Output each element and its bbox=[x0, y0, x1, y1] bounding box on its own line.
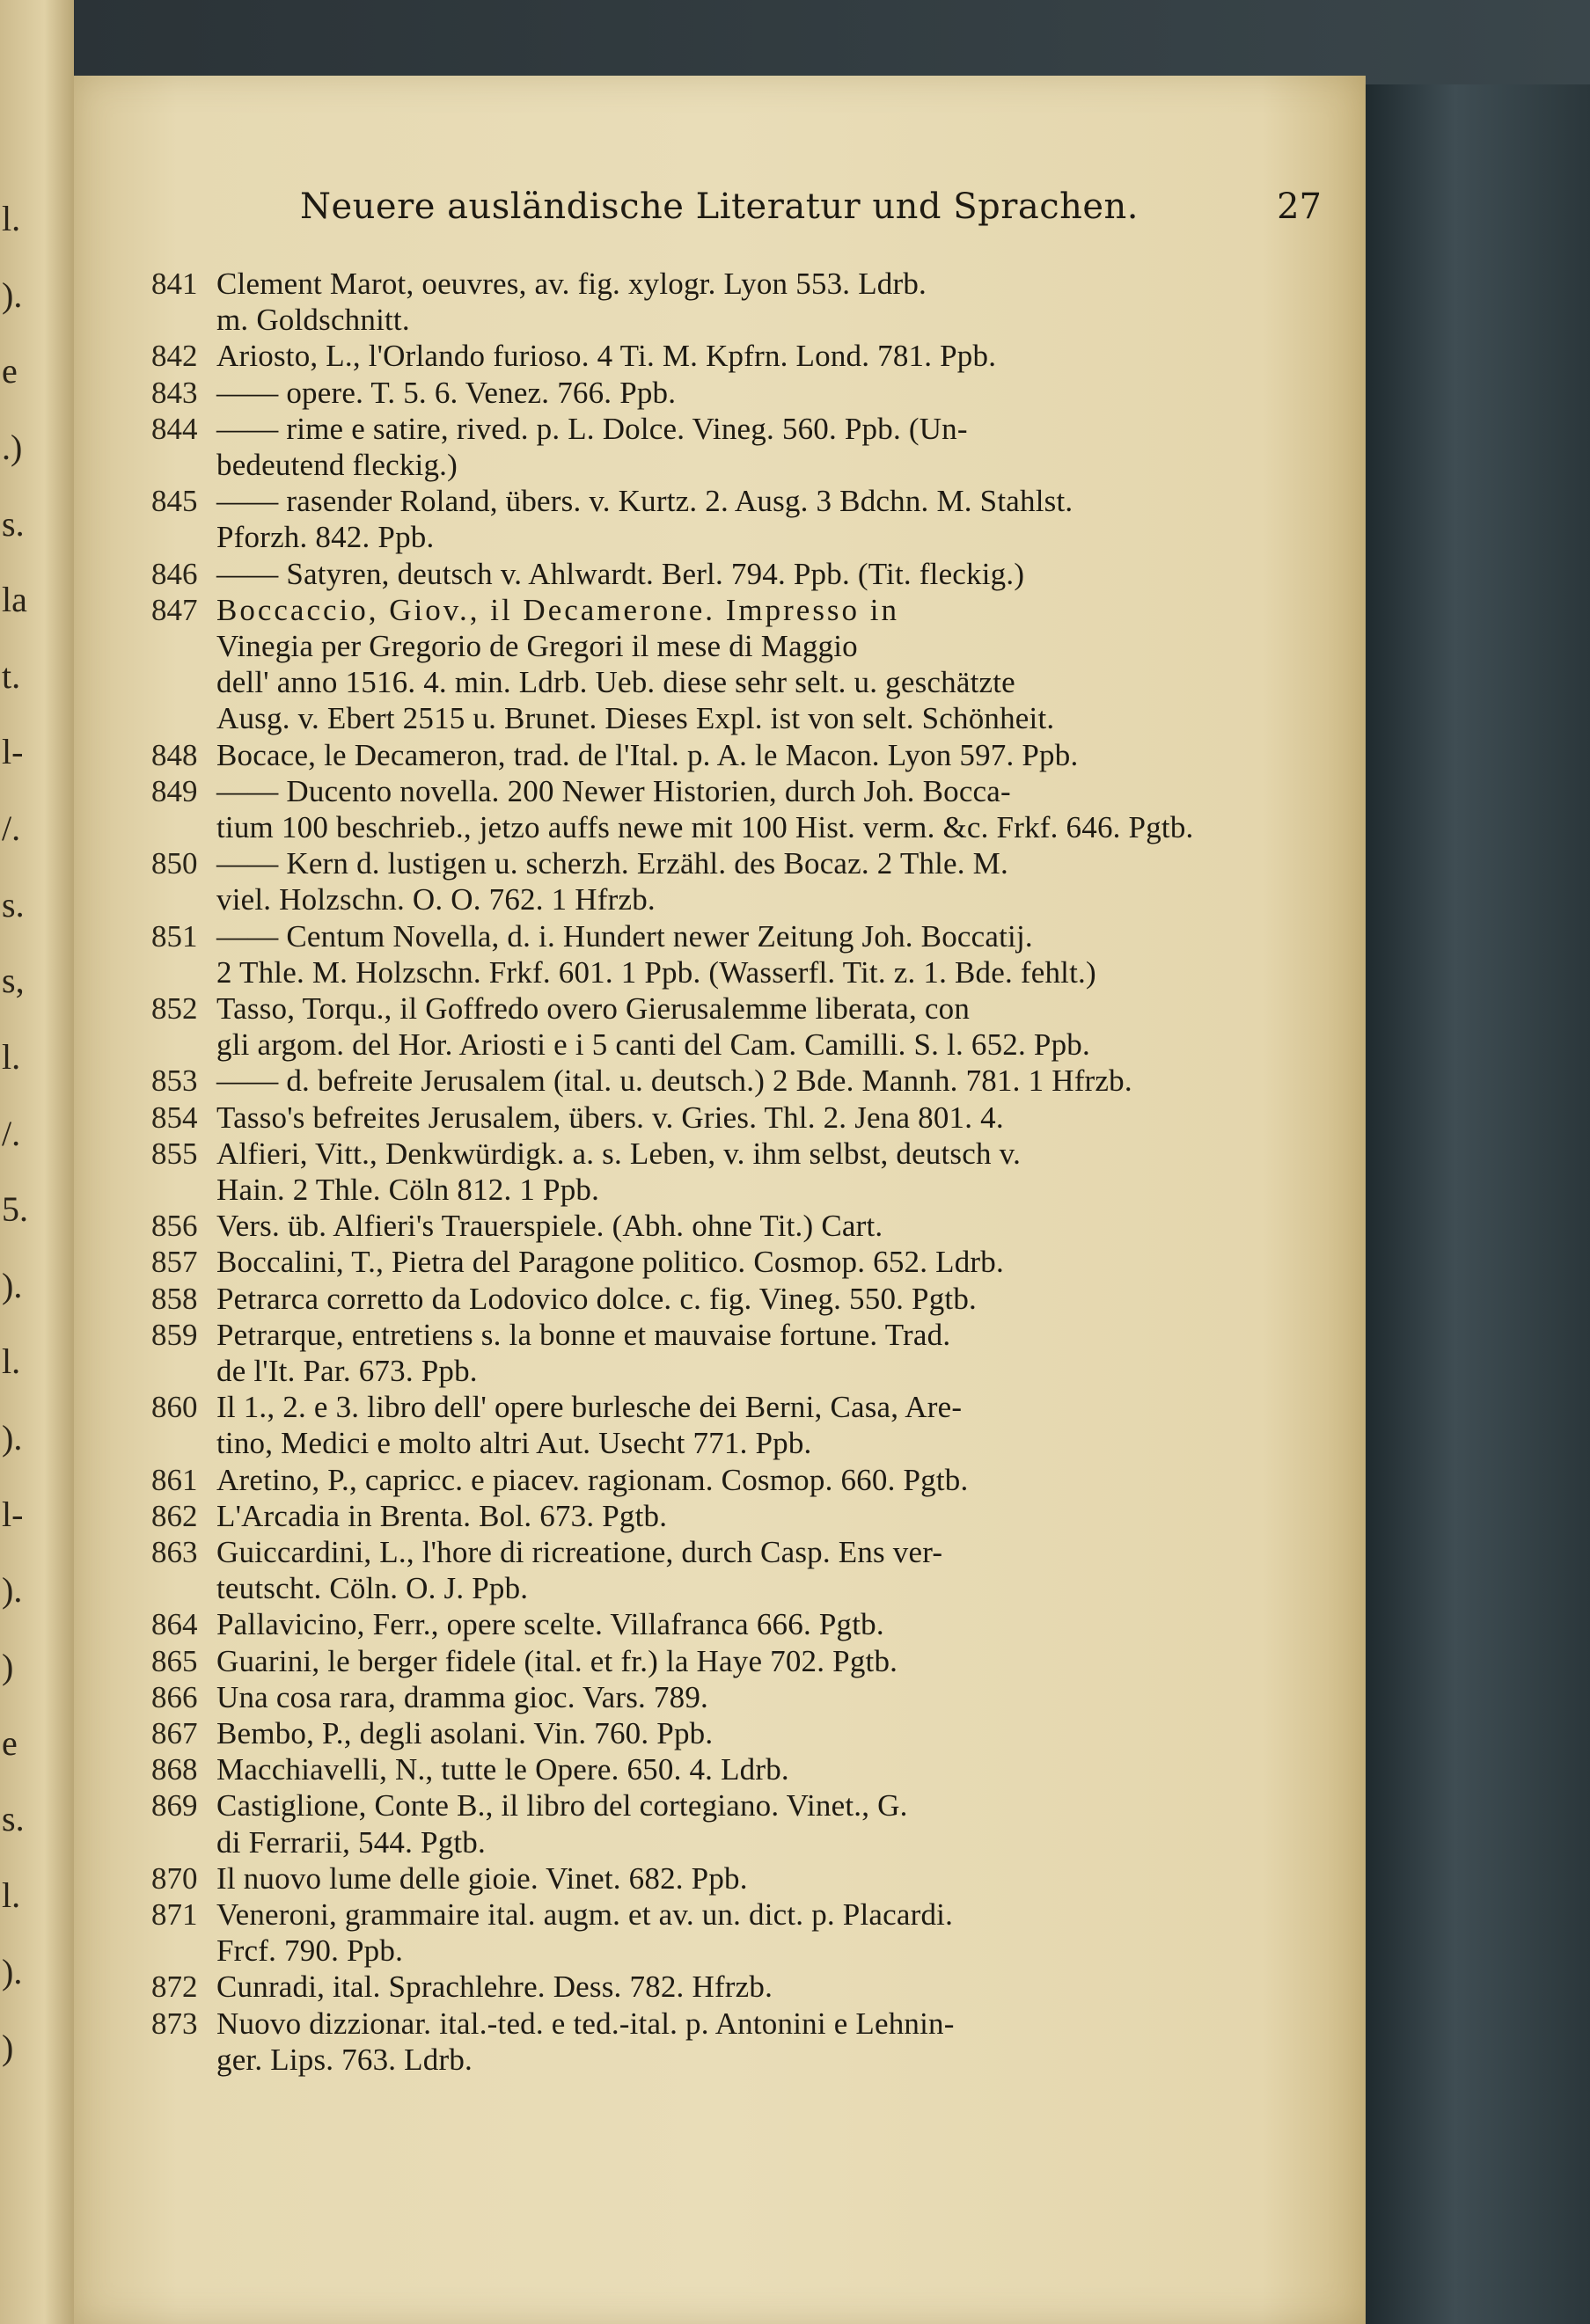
entry-text: —— Satyren, deutsch v. Ahlwardt. Berl. 794. Ppb. (Tit. fleckig.) bbox=[216, 556, 1025, 591]
entry-number: 846 bbox=[151, 556, 198, 591]
entry-number: 864 bbox=[151, 1607, 198, 1642]
adjacent-page-fragment: l. bbox=[2, 1875, 21, 1915]
entry-text: —— rasender Roland, übers. v. Kurtz. 2. Ausg. 3 Bdchn. M. Stahlst. bbox=[216, 484, 1073, 519]
entry-text-continuation: dell' anno 1516. 4. min. Ldrb. Ueb. diese sehr selt. u. geschätzte bbox=[216, 665, 1015, 700]
adjacent-page-fragment: l- bbox=[2, 1494, 24, 1534]
entry-text: Pallavicino, Ferr., opere scelte. Villafranca 666. Pgtb. bbox=[216, 1607, 884, 1642]
entry-text: Alfieri, Vitt., Denkwürdigk. a. s. Leben, v. ihm selbst, deutsch v. bbox=[216, 1136, 1022, 1171]
entry-text: Castiglione, Conte B., il libro del cortegiano. Vinet., G. bbox=[216, 1788, 908, 1823]
adjacent-page-fragment: s. bbox=[2, 1799, 25, 1839]
entry-number: 861 bbox=[151, 1462, 198, 1497]
adjacent-page-fragment: /. bbox=[2, 1113, 21, 1153]
adjacent-page-fragment: t. bbox=[2, 655, 21, 696]
page-number: 27 bbox=[1277, 186, 1322, 227]
entry-number: 860 bbox=[151, 1390, 198, 1425]
adjacent-page-fragment: l. bbox=[2, 1341, 21, 1382]
entry-text-continuation: Hain. 2 Thle. Cöln 812. 1 Ppb. bbox=[216, 1173, 600, 1207]
adjacent-page-text-fragments bbox=[0, 0, 74, 2324]
entry-text-continuation: Vinegia per Gregorio de Gregori il mese di Maggio bbox=[216, 629, 858, 663]
entry-number: 866 bbox=[151, 1679, 198, 1714]
adjacent-page-fragment: l. bbox=[2, 1036, 21, 1077]
entry-number: 848 bbox=[151, 737, 198, 772]
entry-text: Una cosa rara, dramma gioc. Vars. 789. bbox=[216, 1679, 708, 1714]
entry-text: —— d. befreite Jerusalem (ital. u. deutsch.) 2 Bde. Mannh. 781. 1 Hfrzb. bbox=[216, 1063, 1132, 1099]
entry-number: 843 bbox=[151, 375, 198, 410]
entry-number: 872 bbox=[151, 1970, 198, 2005]
entry-number: 851 bbox=[151, 918, 198, 954]
entry-number: 845 bbox=[151, 484, 198, 519]
entry-text: —— opere. T. 5. 6. Venez. 766. Ppb. bbox=[216, 375, 677, 410]
entry-number: 842 bbox=[151, 339, 198, 374]
entry-number: 857 bbox=[151, 1245, 198, 1280]
entry-text-continuation: teutscht. Cöln. O. J. Ppb. bbox=[216, 1571, 529, 1606]
entry-text-continuation: m. Goldschnitt. bbox=[216, 303, 410, 338]
adjacent-page-fragment: /. bbox=[2, 808, 21, 849]
adjacent-page-fragment: l. bbox=[2, 199, 21, 238]
entry-number: 873 bbox=[151, 2006, 198, 2041]
entry-text: Guiccardini, L., l'hore di ricreatione, durch Casp. Ens ver- bbox=[216, 1535, 943, 1569]
entry-number: 869 bbox=[151, 1788, 198, 1823]
entry-text: Bembo, P., degli asolani. Vin. 760. Ppb. bbox=[216, 1716, 714, 1750]
entry-number: 862 bbox=[151, 1498, 198, 1533]
entry-text: Clement Marot, oeuvres, av. fig. xylogr. Lyon 553. Ldrb. bbox=[216, 267, 927, 301]
entry-text: —— Ducento novella. 200 Newer Historien, durch Joh. Bocca- bbox=[216, 773, 1011, 808]
entry-text: Boccaccio, Giov., il Decamerone. Impresso in bbox=[216, 592, 900, 627]
entry-text-continuation: di Ferrarii, 544. Pgtb. bbox=[216, 1824, 486, 1860]
entry-text: —— rime e satire, rived. p. L. Dolce. Vineg. 560. Ppb. (Un- bbox=[216, 411, 968, 446]
adjacent-page-fragment: ). bbox=[2, 1265, 23, 1305]
entry-number: 841 bbox=[151, 267, 198, 301]
adjacent-page-edge bbox=[0, 0, 74, 2324]
adjacent-page-fragment: l- bbox=[2, 732, 24, 772]
entry-number: 855 bbox=[151, 1136, 198, 1171]
entry-text-continuation: tium 100 beschrieb., jetzo auffs newe mit 100 Hist. verm. &c. Frkf. 646. Pgtb. bbox=[216, 810, 1194, 844]
entry-text-continuation: 2 Thle. M. Holzschn. Frkf. 601. 1 Ppb. (Wasserfl. Tit. z. 1. Bde. fehlt.) bbox=[216, 954, 1096, 990]
entry-text: Petrarque, entretiens s. la bonne et mauvaise fortune. Trad. bbox=[216, 1317, 951, 1352]
book-board bbox=[1366, 84, 1590, 2324]
entry-text-continuation: Pforzh. 842. Ppb. bbox=[216, 520, 435, 555]
entry-number: 854 bbox=[151, 1100, 198, 1135]
entry-text: Aretino, P., capricc. e piacev. ragionam. Cosmop. 660. Pgtb. bbox=[216, 1462, 969, 1497]
entry-text-continuation: ger. Lips. 763. Ldrb. bbox=[216, 2042, 473, 2077]
entry-number: 871 bbox=[151, 1897, 198, 1932]
adjacent-page-fragment: s. bbox=[2, 503, 25, 544]
entry-text: Veneroni, grammaire ital. augm. et av. un. dict. p. Placardi. bbox=[216, 1897, 954, 1932]
adjacent-page-fragment: 5. bbox=[2, 1189, 28, 1230]
entry-text: Petrarca corretto da Lodovico dolce. c. fig. Vineg. 550. Pgtb. bbox=[216, 1281, 977, 1316]
adjacent-page-fragment: s. bbox=[2, 884, 25, 924]
entry-text: Ariosto, L., l'Orlando furioso. 4 Ti. M. Kpfrn. Lond. 781. Ppb. bbox=[216, 339, 997, 374]
entry-number: 849 bbox=[151, 773, 198, 808]
entry-text-continuation: viel. Holzschn. O. O. 762. 1 Hfrzb. bbox=[216, 882, 656, 917]
running-head: Neuere ausländische Literatur und Sprachen. bbox=[300, 186, 1139, 227]
adjacent-page-fragment: .) bbox=[2, 427, 23, 467]
adjacent-page-fragment: ). bbox=[2, 274, 23, 315]
adjacent-page-fragment: ) bbox=[2, 1647, 14, 1686]
adjacent-page-fragment: ). bbox=[2, 1418, 23, 1458]
entry-text-continuation: de l'It. Par. 673. Ppb. bbox=[216, 1354, 478, 1388]
entry-text: Guarini, le berger fidele (ital. et fr.) la Haye 702. Pgtb. bbox=[216, 1643, 898, 1678]
entry-text: Il nuovo lume delle gioie. Vinet. 682. Ppb. bbox=[216, 1860, 748, 1896]
entry-number: 853 bbox=[151, 1063, 198, 1099]
entry-number: 856 bbox=[151, 1209, 198, 1244]
entry-text-continuation: tino, Medici e molto altri Aut. Usecht 771. Ppb. bbox=[216, 1426, 812, 1461]
entry-text: Tasso, Torqu., il Goffredo overo Gierusalemme liberata, con bbox=[216, 991, 971, 1026]
entry-number: 852 bbox=[151, 991, 198, 1026]
adjacent-page-fragment: e bbox=[2, 351, 18, 391]
entry-number: 870 bbox=[151, 1860, 198, 1896]
entry-text-continuation: Frcf. 790. Ppb. bbox=[216, 1933, 404, 1969]
entry-number: 850 bbox=[151, 846, 198, 881]
entry-text: Bocace, le Decameron, trad. de l'Ital. p. A. le Macon. Lyon 597. Ppb. bbox=[216, 737, 1079, 772]
catalogue-entries bbox=[74, 76, 1366, 2324]
adjacent-page-fragment: e bbox=[2, 1722, 18, 1763]
entry-text: Tasso's befreites Jerusalem, übers. v. Gries. Thl. 2. Jena 801. 4. bbox=[216, 1100, 1004, 1135]
entry-text: Cunradi, ital. Sprachlehre. Dess. 782. Hfrzb. bbox=[216, 1970, 773, 2005]
entry-number: 863 bbox=[151, 1535, 198, 1569]
adjacent-page-fragment: la bbox=[2, 580, 27, 620]
entry-number: 859 bbox=[151, 1317, 198, 1352]
entry-text: Nuovo dizzionar. ital.-ted. e ted.-ital. p. Antonini e Lehnin- bbox=[216, 2006, 955, 2041]
entry-number: 867 bbox=[151, 1716, 198, 1750]
adjacent-page-fragment: ). bbox=[2, 1570, 23, 1611]
entry-text-continuation: gli argom. del Hor. Ariosti e i 5 canti del Cam. Camilli. S. l. 652. Ppb. bbox=[216, 1027, 1090, 1063]
entry-number: 844 bbox=[151, 411, 198, 446]
entry-number: 868 bbox=[151, 1752, 198, 1787]
adjacent-page-fragment: ). bbox=[2, 1951, 23, 1991]
book-page bbox=[74, 76, 1366, 2324]
entry-text: —— Centum Novella, d. i. Hundert newer Zeitung Joh. Boccatij. bbox=[216, 918, 1033, 954]
adjacent-page-fragment: ) bbox=[2, 2028, 14, 2068]
entry-text: —— Kern d. lustigen u. scherzh. Erzähl. des Bocaz. 2 Thle. M. bbox=[216, 846, 1008, 881]
entry-text: Vers. üb. Alfieri's Trauerspiele. (Abh. ohne Tit.) Cart. bbox=[216, 1209, 883, 1244]
entry-text: Macchiavelli, N., tutte le Opere. 650. 4. Ldrb. bbox=[216, 1752, 789, 1787]
entry-text: Il 1., 2. e 3. libro dell' opere burlesche dei Berni, Casa, Are- bbox=[216, 1390, 963, 1425]
adjacent-page-fragment: s, bbox=[2, 961, 25, 1001]
entry-number: 847 bbox=[151, 592, 198, 627]
entry-text: Boccalini, T., Pietra del Paragone politico. Cosmop. 652. Ldrb. bbox=[216, 1245, 1004, 1280]
entry-number: 858 bbox=[151, 1281, 198, 1316]
entry-text-continuation: Ausg. v. Ebert 2515 u. Brunet. Dieses Expl. ist von selt. Schönheit. bbox=[216, 701, 1055, 736]
entry-text: L'Arcadia in Brenta. Bol. 673. Pgtb. bbox=[216, 1498, 668, 1533]
entry-number: 865 bbox=[151, 1643, 198, 1678]
entry-text-continuation: bedeutend fleckig.) bbox=[216, 448, 458, 482]
